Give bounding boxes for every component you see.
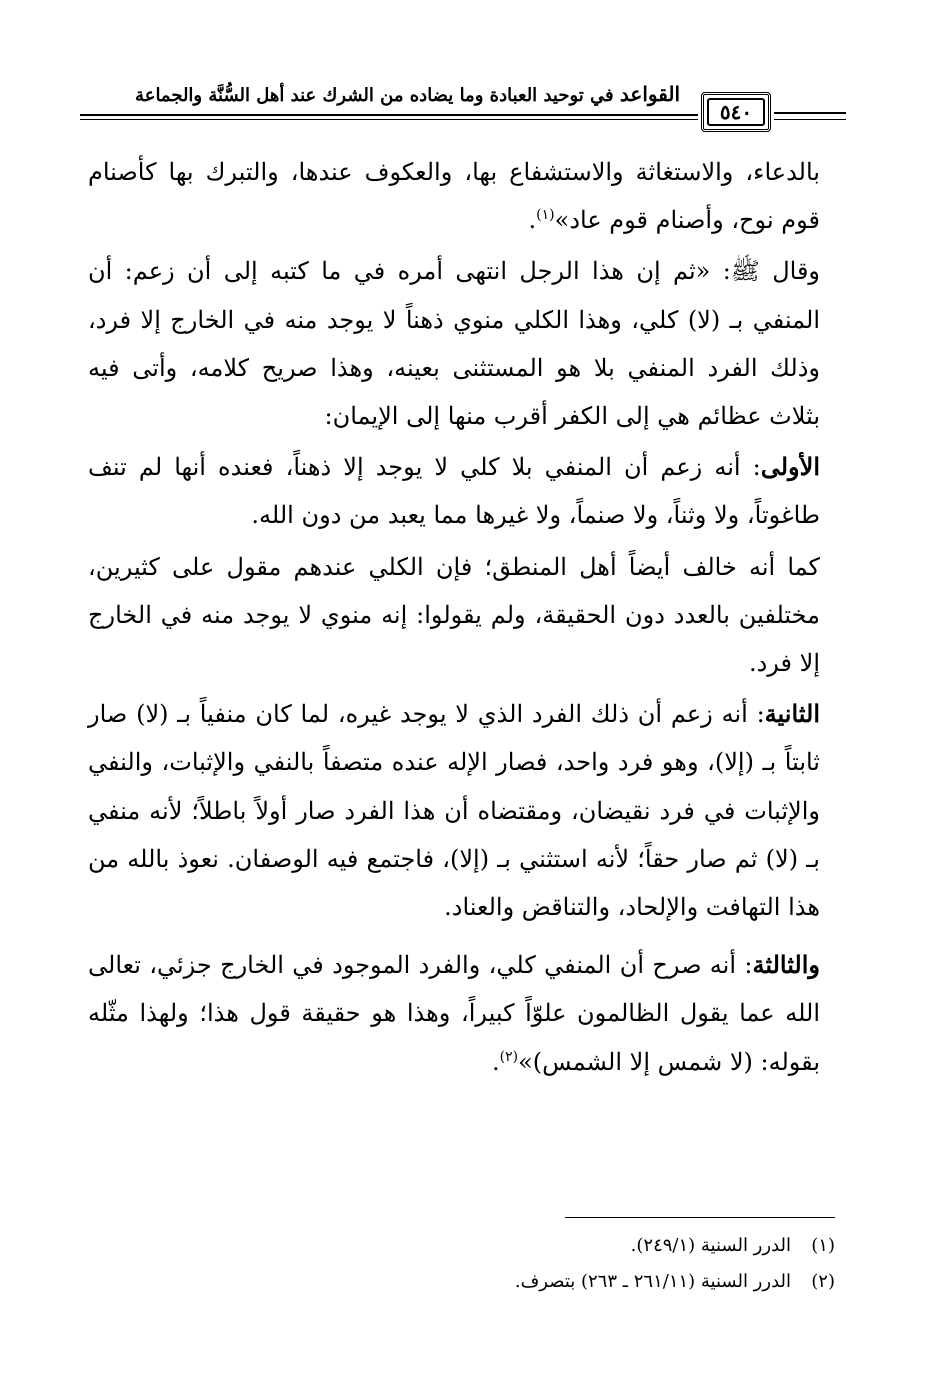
footnote-text: الدرر السنية (٢٦١/١١ ـ ٢٦٣) بتصرف. [514,1271,791,1292]
paragraph-tail: . [528,206,537,235]
header-rule-right [774,112,846,114]
paragraph-text: : أنه صرح أن المنفي كلي، والفرد الموجود في الخارج جزئي، تعالى الله عما يقول الظالمون علوّاً كبيراً، وهذا هو حقيقة قول هذا؛ ولهذا مثّله بقوله: (لا شمس إلا الشمس)» [88,951,820,1076]
paragraph-second-point [88,690,820,931]
footnote-number: (٢) [811,1271,835,1292]
footnote-number: (١) [811,1235,835,1256]
running-title-book: القواعد [619,82,680,106]
paragraph-text: بالدعاء، والاستغاثة والاستشفاع بها، والعكوف عندها، والتبرك بها كأصنام قوم نوح، وأصنام قوم عاد» [88,158,820,235]
point-lead-first: الأولى [760,452,820,482]
paragraph-logic-note [88,543,820,688]
paragraph-text: : أنه زعم أن المنفي بلا كلي لا يوجد إلا ذهناً، فعنده أنها لم تنف طاغوتاً، ولا وثناً، ولا صنماً، ولا غيرها مما يعبد من دون الله. [88,453,820,530]
point-lead-second: الثانية [764,699,820,729]
paragraph-text: وقال ﷺ: «ثم إن هذا الرجل انتهى أمره في ما كتبه إلى أن زعم: أن المنفي بـ (لا) كلي، وهذا الكلي منوي ذهناً لا يوجد منه في الخارج إلا فرد، وذلك الفرد المنفي بلا هو المستثنى بعينه، وهذا صريح كلامه، وأتى فيه بثلاث عظائم هي إلى الكفر أقرب منها إلى الإيمان: [88,257,820,431]
footnote-ref-1: (١) [536,207,555,224]
header-rule-right-thin [774,119,846,120]
paragraph-1 [88,148,820,244]
running-title [80,82,680,106]
header-rule-thin [80,119,698,120]
paragraph-2 [88,247,820,440]
main-text [88,148,820,1086]
paragraph-text: كما أنه خالف أيضاً أهل المنطق؛ فإن الكلي عندهم مقول على كثيرين، مختلفين بالعدد دون الحقيقة، ولم يقولوا: إنه منوي لا يوجد منه في الخارج إلا فرد. [88,552,820,678]
footnotes [300,1228,835,1300]
page-number: ٥٤٠ [707,98,765,126]
footnote-1 [300,1228,835,1264]
paragraph-first-point [88,443,820,539]
footnote-2 [300,1264,835,1300]
header-rule [80,114,698,116]
paragraph-tail: . [491,1047,500,1076]
footnote-separator [565,1217,835,1218]
running-title-rest: في توحيد العبادة وما يضاده من الشرك عند أهل السُّنَّة والجماعة [135,85,620,106]
footnote-text: الدرر السنية (٢٤٩/١). [630,1235,791,1256]
paragraph-third-point [88,941,820,1086]
paragraph-text: : أنه زعم أن ذلك الفرد الذي لا يوجد غيره، لما كان منفياً بـ (لا) صار ثابتاً بـ (إلا)، وهو فرد واحد، فصار الإله عنده متصفاً بالنفي والإثبات، والنفي والإثبات في فرد نقيضان، ومقتضاه أن هذا الفرد صار أولاً باطلاً؛ لأنه منفي بـ (لا) ثم صار حقاً؛ لأنه استثني بـ (إلا)، فاجتمع فيه الوصفان. نعوذ بالله من هذا التهافت والإلحاد، والتناقض والعناد. [88,700,820,922]
point-lead-third: والثالثة [752,950,820,980]
footnote-ref-2: (٢) [499,1048,519,1065]
